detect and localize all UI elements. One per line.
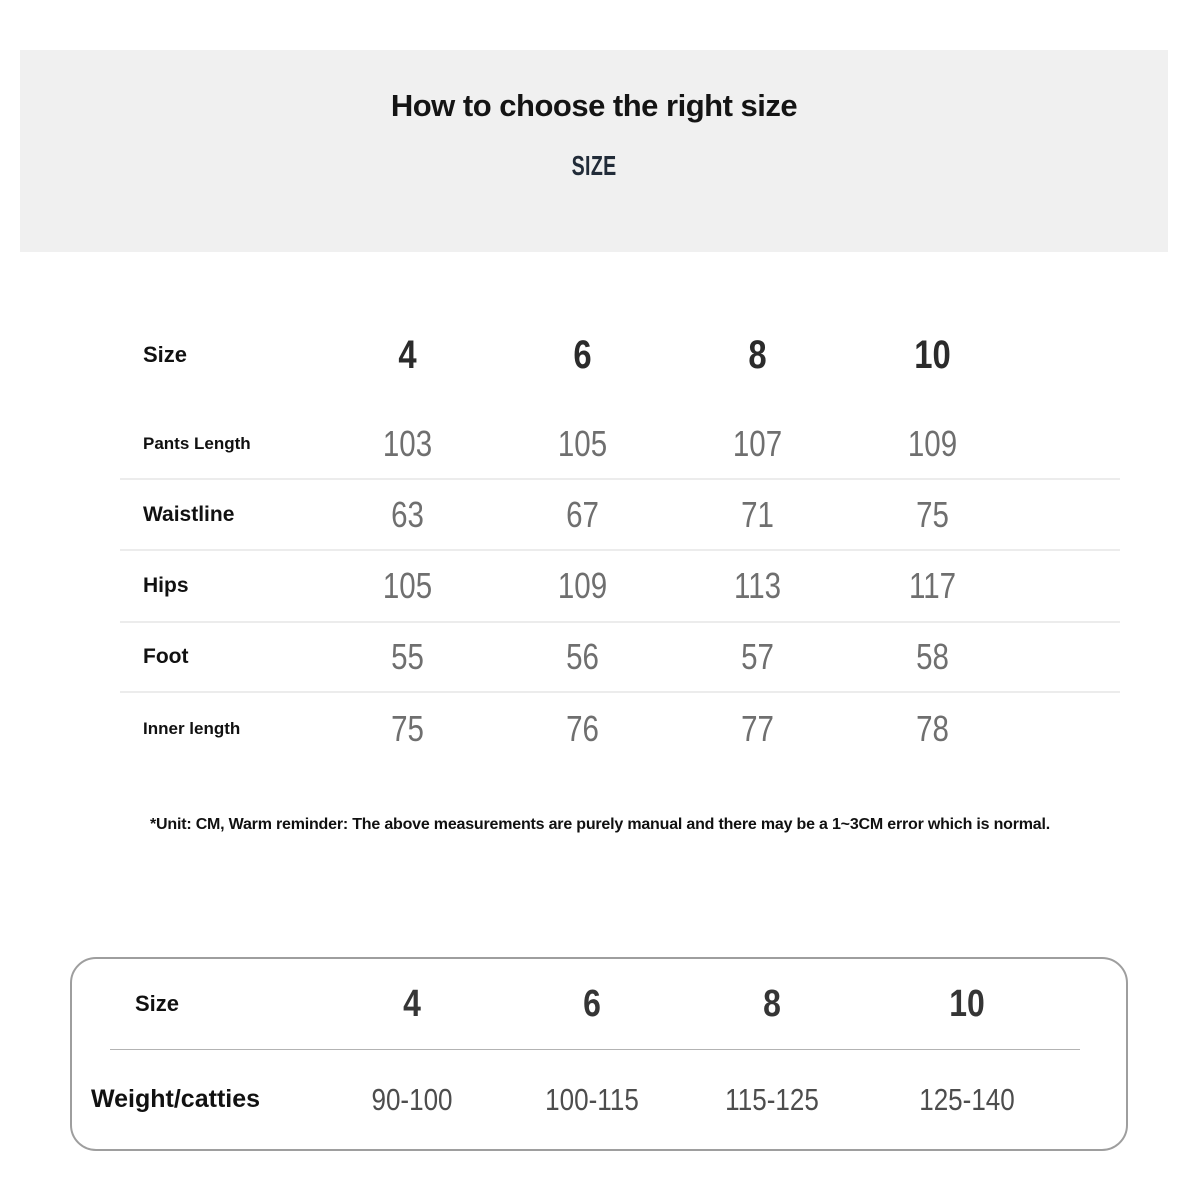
size-header-label: Size bbox=[143, 342, 188, 367]
cell-value: 67 bbox=[566, 493, 599, 535]
cell-value: 55 bbox=[391, 636, 424, 677]
size-table bbox=[120, 300, 1120, 765]
table-row-foot bbox=[120, 623, 1120, 693]
weight-box-size-label: Size bbox=[135, 991, 180, 1016]
cell-value: 78 bbox=[916, 708, 949, 749]
page-title: How to choose the right size bbox=[390, 88, 798, 123]
weight-range-value: 115-125 bbox=[725, 1081, 819, 1117]
row-label: Pants Length bbox=[143, 434, 251, 453]
cell-value: 71 bbox=[741, 493, 774, 535]
unit-note: *Unit: CM, Warm reminder: The above measurements are purely manual and there may be a 1~3CM error which is normal. bbox=[150, 816, 1050, 833]
size-column-header: 8 bbox=[748, 332, 767, 377]
weight-box-size-value: 8 bbox=[763, 982, 781, 1025]
table-row-hips bbox=[120, 551, 1120, 623]
size-column-header: 6 bbox=[573, 332, 592, 377]
cell-value: 105 bbox=[382, 565, 433, 606]
table-row-inner-length bbox=[120, 693, 1120, 765]
weight-row-label: Weight/catties bbox=[91, 1085, 261, 1113]
table-row-pants-length bbox=[120, 410, 1120, 480]
weight-box-size-value: 4 bbox=[403, 982, 421, 1025]
banner bbox=[20, 50, 1168, 252]
weight-box bbox=[70, 957, 1128, 1151]
size-header-row bbox=[120, 300, 1120, 410]
row-label: Waistline bbox=[143, 502, 235, 526]
cell-value: 63 bbox=[391, 493, 424, 535]
cell-value: 76 bbox=[566, 708, 599, 749]
cell-value: 113 bbox=[733, 565, 782, 606]
cell-value: 56 bbox=[566, 636, 599, 677]
cell-value: 117 bbox=[908, 565, 957, 606]
size-column-header: 10 bbox=[914, 332, 951, 377]
cell-value: 75 bbox=[391, 708, 424, 749]
cell-value: 77 bbox=[741, 708, 774, 749]
cell-value: 75 bbox=[916, 493, 949, 535]
weight-range-value: 90-100 bbox=[371, 1081, 453, 1117]
weight-range-value: 125-140 bbox=[919, 1081, 1015, 1117]
cell-value: 109 bbox=[557, 565, 608, 606]
cell-value: 57 bbox=[741, 636, 774, 677]
cell-value: 103 bbox=[382, 423, 433, 464]
weight-range-value: 100-115 bbox=[545, 1081, 639, 1117]
weight-box-size-row bbox=[72, 959, 1126, 1049]
cell-value: 109 bbox=[907, 423, 958, 464]
cell-value: 107 bbox=[732, 423, 783, 464]
row-label: Hips bbox=[143, 574, 189, 597]
size-column-header: 4 bbox=[398, 332, 417, 377]
row-label: Inner length bbox=[143, 719, 241, 738]
row-label: Foot bbox=[143, 645, 189, 668]
cell-value: 105 bbox=[557, 423, 608, 464]
table-row-waistline bbox=[120, 480, 1120, 551]
banner-subtitle: SIZE bbox=[571, 150, 617, 181]
weight-box-weight-row bbox=[72, 1050, 1126, 1149]
weight-box-size-value: 10 bbox=[949, 982, 985, 1025]
cell-value: 58 bbox=[916, 636, 949, 677]
weight-box-size-value: 6 bbox=[583, 982, 601, 1025]
